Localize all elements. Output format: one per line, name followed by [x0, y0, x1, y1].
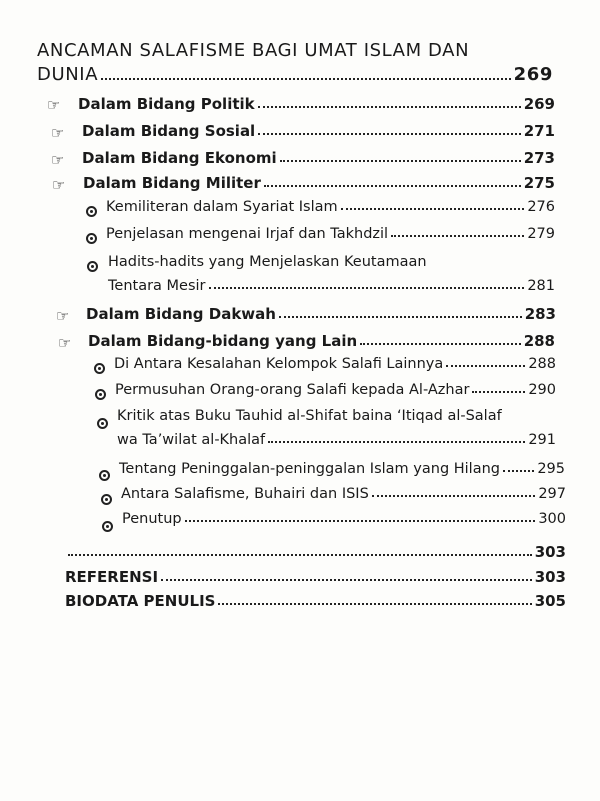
leader-dots — [279, 316, 522, 318]
leader-dots — [218, 603, 531, 605]
circle-bullet-icon — [95, 389, 106, 400]
leader-dots — [280, 160, 521, 162]
circle-bullet-icon — [94, 363, 105, 374]
hand-pointer-icon: ☞ — [56, 307, 70, 325]
main-title-line2: DUNIA — [37, 64, 99, 85]
leader-dots — [472, 391, 525, 393]
hand-pointer-icon: ☞ — [58, 334, 72, 352]
entry-label: BIODATA PENULIS — [65, 592, 216, 610]
circle-bullet-icon — [87, 261, 98, 272]
toc-subentry-peninggalan[interactable] — [119, 461, 565, 477]
entry-label: REFERENSI — [65, 568, 159, 586]
leader-dots — [268, 441, 525, 443]
leader-dots — [161, 579, 532, 581]
page-number: 303 — [534, 543, 566, 561]
hand-pointer-icon: ☞ — [51, 151, 65, 169]
page-number: 303 — [534, 568, 566, 586]
page-number: 291 — [528, 432, 556, 448]
page-number: 283 — [524, 305, 556, 323]
hand-pointer-icon: ☞ — [51, 124, 65, 142]
toc-subentry-hadits-line2[interactable] — [108, 278, 555, 294]
entry-label: Dalam Bidang Sosial — [82, 122, 256, 140]
page-number: 305 — [534, 592, 566, 610]
toc-entry-referensi[interactable] — [65, 568, 566, 586]
main-title-line1: ANCAMAN SALAFISME BAGI UMAT ISLAM DAN — [37, 40, 470, 61]
toc-subentry-hadits-line1[interactable]: Hadits-hadits yang Menjelaskan Keutamaan — [108, 254, 427, 270]
toc-subentry-kritik-line2[interactable] — [117, 432, 556, 448]
hand-pointer-icon: ☞ — [47, 96, 61, 114]
entry-label: Tentang Peninggalan-peninggalan Islam yang Hilang — [119, 461, 500, 477]
page-number: 290 — [528, 382, 556, 398]
leader-dots — [372, 495, 536, 497]
toc-subentry-permusuhan[interactable] — [115, 382, 556, 398]
page-number: 279 — [527, 226, 555, 242]
entry-label: Kemiliteran dalam Syariat Islam — [106, 199, 338, 215]
page-number: 297 — [538, 486, 566, 502]
page-number: 295 — [537, 461, 565, 477]
entry-label: Antara Salafisme, Buhairi dan ISIS — [121, 486, 369, 502]
main-title-line2-row — [37, 64, 553, 85]
leader-dots — [446, 365, 525, 367]
leader-dots — [258, 106, 521, 108]
leader-dots — [503, 470, 534, 472]
leader-dots — [68, 554, 532, 556]
page-number: 269 — [513, 64, 553, 85]
entry-label: Di Antara Kesalahan Kelompok Salafi Lainnya — [114, 356, 444, 372]
toc-entry-sosial[interactable] — [82, 122, 555, 140]
entry-label: Dalam Bidang-bidang yang Lain — [88, 332, 358, 350]
page-number: 288 — [528, 356, 556, 372]
toc-entry-dakwah[interactable] — [86, 305, 556, 323]
entry-label: Dalam Bidang Dakwah — [86, 305, 276, 323]
toc-subentry-kemiliteran[interactable] — [106, 199, 555, 215]
page-number: 273 — [523, 149, 555, 167]
entry-label: Dalam Bidang Militer — [83, 174, 261, 192]
toc-subentry-irjaf[interactable] — [106, 226, 555, 242]
circle-bullet-icon — [97, 418, 108, 429]
toc-entry-biodata[interactable] — [65, 592, 566, 610]
page-number: 288 — [523, 332, 555, 350]
leader-dots — [264, 185, 521, 187]
toc-subentry-kesalahan[interactable] — [114, 356, 556, 372]
leader-dots — [101, 78, 511, 80]
circle-bullet-icon — [86, 206, 97, 217]
circle-bullet-icon — [99, 470, 110, 481]
leader-dots — [341, 208, 525, 210]
page-number: 300 — [538, 511, 566, 527]
leader-dots — [360, 343, 521, 345]
leader-dots — [185, 520, 536, 522]
entry-label: wa Ta’wilat al-Khalaf — [117, 432, 266, 448]
page-number: 281 — [527, 278, 555, 294]
toc-entry-blank[interactable] — [65, 543, 566, 561]
toc-subentry-isis[interactable] — [121, 486, 566, 502]
page-number: 276 — [527, 199, 555, 215]
entry-label: Tentara Mesir — [108, 278, 206, 294]
entry-label: Dalam Bidang Ekonomi — [82, 149, 277, 167]
toc-entry-politik[interactable] — [78, 95, 555, 113]
entry-label: Permusuhan Orang-orang Salafi kepada Al-Azhar — [115, 382, 470, 398]
entry-label: Dalam Bidang Politik — [78, 95, 255, 113]
entry-label: Penjelasan mengenai Irjaf dan Takhdzil — [106, 226, 389, 242]
entry-label: Penutup — [122, 511, 182, 527]
circle-bullet-icon — [101, 494, 112, 505]
leader-dots — [209, 287, 525, 289]
toc-entry-lain[interactable] — [88, 332, 555, 350]
page-number: 269 — [523, 95, 555, 113]
toc-entry-militer[interactable] — [83, 174, 555, 192]
page-number: 275 — [523, 174, 555, 192]
circle-bullet-icon — [86, 233, 97, 244]
leader-dots — [391, 235, 524, 237]
leader-dots — [258, 133, 520, 135]
toc-subentry-kritik-line1[interactable]: Kritik atas Buku Tauhid al-Shifat baina ‘Itiqad al-Salaf — [117, 408, 502, 424]
hand-pointer-icon: ☞ — [52, 176, 66, 194]
page-number: 271 — [523, 122, 555, 140]
toc-entry-ekonomi[interactable] — [82, 149, 555, 167]
toc-subentry-penutup[interactable] — [122, 511, 566, 527]
circle-bullet-icon — [102, 521, 113, 532]
